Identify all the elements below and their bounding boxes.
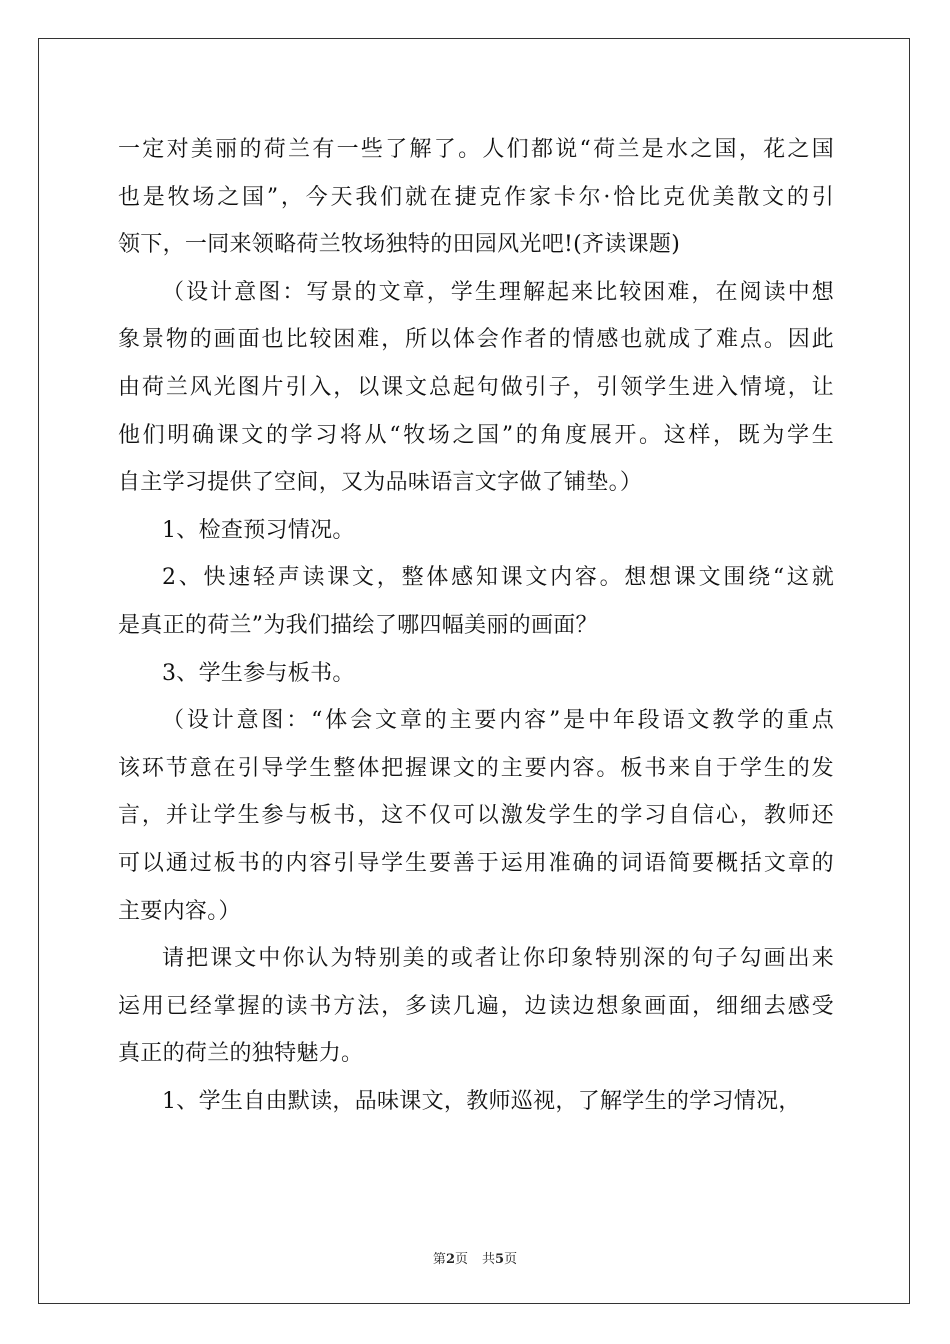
text-line: 象景物的画面也比较困难，所以体会作者的情感也就成了难点。因此 <box>118 327 834 353</box>
total-prefix: 共 <box>482 1252 496 1267</box>
text-line: 请把课文中你认为特别美的或者让你印象特别深的句子勾画出来 <box>162 946 834 972</box>
paragraph <box>118 126 834 269</box>
paragraph <box>118 935 834 1078</box>
paragraph <box>118 1078 834 1126</box>
text-line: 运用已经掌握的读书方法，多读几遍，边读边想象画面，细细去感受 <box>118 993 834 1019</box>
paragraph <box>118 650 834 698</box>
text-line: 该环节意在引导学生整体把握课文的主要内容。板书来自于学生的发 <box>118 755 834 781</box>
page-prefix: 第 <box>432 1252 446 1267</box>
text-line: 领下，一同来领略荷兰牧场独特的田园风光吧!(齐读课题) <box>118 232 681 258</box>
text-line: 可以通过板书的内容引导学生要善于运用准确的词语简要概括文章的 <box>118 850 834 876</box>
total-suffix: 页 <box>504 1252 518 1267</box>
document-body <box>118 126 834 1125</box>
paragraph <box>118 554 834 649</box>
text-line: 自主学习提供了空间，又为品味语言文字做了铺垫。） <box>118 470 643 496</box>
text-line: 也是牧场之国”，今天我们就在捷克作家卡尔·恰比克优美散文的引 <box>118 184 834 210</box>
page-suffix: 页 <box>454 1252 468 1267</box>
paragraph <box>118 507 834 555</box>
paragraph <box>118 697 834 935</box>
page-footer <box>0 1248 950 1267</box>
text-line: 主要内容。） <box>118 898 241 924</box>
text-line: 2、快速轻声读课文，整体感知课文内容。想想课文围绕“这就 <box>162 565 834 591</box>
text-line: （设计意图：写景的文章，学生理解起来比较困难，在阅读中想 <box>162 279 834 305</box>
text-line: 他们明确课文的学习将从“牧场之国”的角度展开。这样，既为学生 <box>118 422 834 448</box>
paragraph <box>118 269 834 507</box>
page-current: 2 <box>445 1252 455 1267</box>
text-line: 是真正的荷兰”为我们描绘了哪四幅美丽的画面？ <box>118 612 598 638</box>
text-line: 言，并让学生参与板书，这不仅可以激发学生的学习自信心，教师还 <box>118 803 834 829</box>
text-line: 由荷兰风光图片引入，以课文总起句做引子，引领学生进入情境，让 <box>118 374 834 400</box>
text-line: （设计意图：“体会文章的主要内容”是中年段语文教学的重点 <box>162 708 834 734</box>
text-line: 1、检查预习情况。 <box>162 517 355 543</box>
text-line: 一定对美丽的荷兰有一些了解了。人们都说“荷兰是水之国，花之国 <box>118 137 834 162</box>
text-line: 真正的荷兰的独特魅力。 <box>118 1041 364 1067</box>
page-total: 5 <box>495 1252 505 1267</box>
text-line: 3、学生参与板书。 <box>162 660 355 686</box>
text-line: 1、学生自由默读，品味课文，教师巡视，了解学生的学习情况， <box>162 1088 801 1114</box>
